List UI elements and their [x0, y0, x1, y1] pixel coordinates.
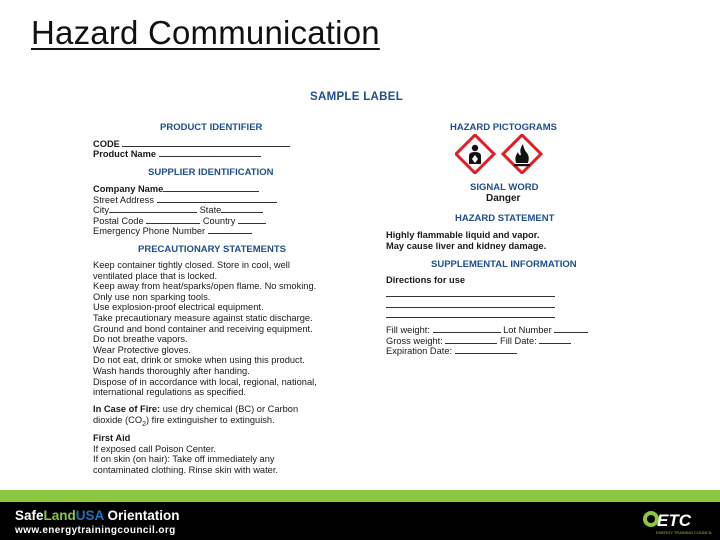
fill-weight-label: Fill weight: — [386, 325, 430, 335]
code-label: CODE — [93, 139, 120, 149]
first-aid-line: If exposed call Poison Center. — [93, 443, 216, 454]
precautionary-list — [93, 260, 317, 398]
flame-icon — [503, 135, 541, 173]
fire-label: In Case of Fire: — [93, 404, 161, 414]
footer-url: www.energytrainingcouncil.org — [15, 525, 176, 536]
precautionary-line: Keep container tightly closed. Store in cool, well — [93, 260, 290, 270]
precautionary-line: international regulations as specified. — [93, 387, 246, 398]
fire-line-2-sub: 2 — [142, 420, 146, 428]
company-name-line — [93, 183, 259, 195]
state-label: State — [199, 205, 222, 215]
precautionary-line: Ground and bond container and receiving equipment. — [93, 323, 313, 334]
hazard-statement-text — [386, 230, 546, 251]
precautionary-line: Wash hands thoroughly after handing. — [93, 365, 250, 376]
hazard-statement-line: Highly flammable liquid and vapor. — [386, 230, 540, 240]
precautionary-line: Wear Protective gloves. — [93, 344, 192, 355]
precautionary-line: Use explosion-proof electrical equipment. — [93, 302, 264, 313]
brand-land: Land — [43, 508, 76, 523]
fire-line-1: use dry chemical (BC) or Carbon — [160, 404, 299, 414]
footer — [0, 502, 720, 540]
hazard-pictograms — [455, 134, 545, 174]
directions-blank — [386, 288, 555, 297]
precautionary-line: Do not eat, drink or smoke when using this product. — [93, 355, 305, 366]
code-blank — [122, 138, 290, 147]
country-label: Country — [202, 216, 236, 226]
postal-code-label: Postal Code — [93, 216, 144, 226]
precautionary-line: Keep away from heat/sparks/open flame. No smoking. — [93, 281, 317, 292]
brand-name — [15, 508, 180, 523]
fire-statement — [93, 404, 298, 430]
health-hazard-icon — [456, 135, 494, 173]
precautionary-line: ventilated place that is locked. — [93, 270, 218, 281]
product-name-blank — [159, 148, 261, 157]
street-address-label: Street Address — [93, 195, 154, 205]
logo-subtext: ENERGY TRAINING COUNCIL — [656, 530, 712, 535]
gross-weight-label: Gross weight: — [386, 336, 443, 346]
etc-logo — [642, 506, 712, 536]
fill-weight-line — [386, 324, 588, 336]
precautionary-line: Do not breathe vapors. — [93, 334, 188, 345]
hazard-statement-line: May cause liver and kidney damage. — [386, 240, 547, 251]
product-identifier-heading: PRODUCT IDENTIFIER — [160, 122, 263, 133]
logo-text: ETC — [657, 511, 691, 530]
signal-word-value: Danger — [486, 193, 521, 204]
supplemental-information-heading: SUPPLEMENTAL INFORMATION — [431, 259, 577, 270]
directions-blank — [386, 299, 555, 308]
emergency-phone-label: Emergency Phone Number — [93, 226, 206, 236]
first-aid-line: contaminated clothing. Rinse skin with water. — [93, 464, 278, 475]
directions-label: Directions for use — [386, 275, 466, 285]
signal-word-heading: SIGNAL WORD — [470, 182, 539, 193]
product-name-line — [93, 148, 261, 160]
slide-title: Hazard Communication — [31, 14, 380, 51]
company-name-label: Company Name — [93, 184, 164, 194]
city-state-line — [93, 204, 263, 216]
hazard-statement-heading: HAZARD STATEMENT — [455, 213, 555, 224]
brand-safe: Safe — [15, 508, 44, 523]
footer-stripe — [0, 490, 720, 502]
precautionary-line: Take precautionary measure against static discharge. — [93, 312, 313, 323]
precautionary-line: Dispose of in accordance with local, regional, national, — [93, 376, 317, 387]
city-label: City — [93, 205, 110, 215]
fire-line-2b: ) fire extinguisher to extinguish. — [146, 414, 275, 425]
lot-number-label: Lot Number — [503, 325, 552, 335]
brand-orientation: Orientation — [103, 508, 180, 523]
fill-date-label: Fill Date: — [500, 336, 537, 346]
product-name-label: Product Name — [93, 149, 157, 159]
expiration-line — [386, 345, 517, 357]
fire-line-2a: dioxide (CO — [93, 414, 143, 425]
first-aid — [93, 433, 278, 475]
sample-label-heading: SAMPLE LABEL — [310, 91, 404, 103]
first-aid-line: If on skin (on hair): Take off immediately any — [93, 454, 275, 465]
supplier-identification-heading: SUPPLIER IDENTIFICATION — [148, 167, 274, 178]
precautionary-statements-heading: PRECAUTIONARY STATEMENTS — [138, 244, 286, 255]
hazard-pictograms-heading: HAZARD PICTOGRAMS — [450, 122, 557, 133]
first-aid-label: First Aid — [93, 433, 131, 443]
emergency-phone-line — [93, 225, 252, 237]
brand-usa: USA — [75, 508, 104, 523]
directions-blank — [386, 309, 555, 318]
expiration-label: Expiration Date: — [386, 346, 453, 356]
precautionary-line: Only use non sparking tools. — [93, 291, 211, 302]
